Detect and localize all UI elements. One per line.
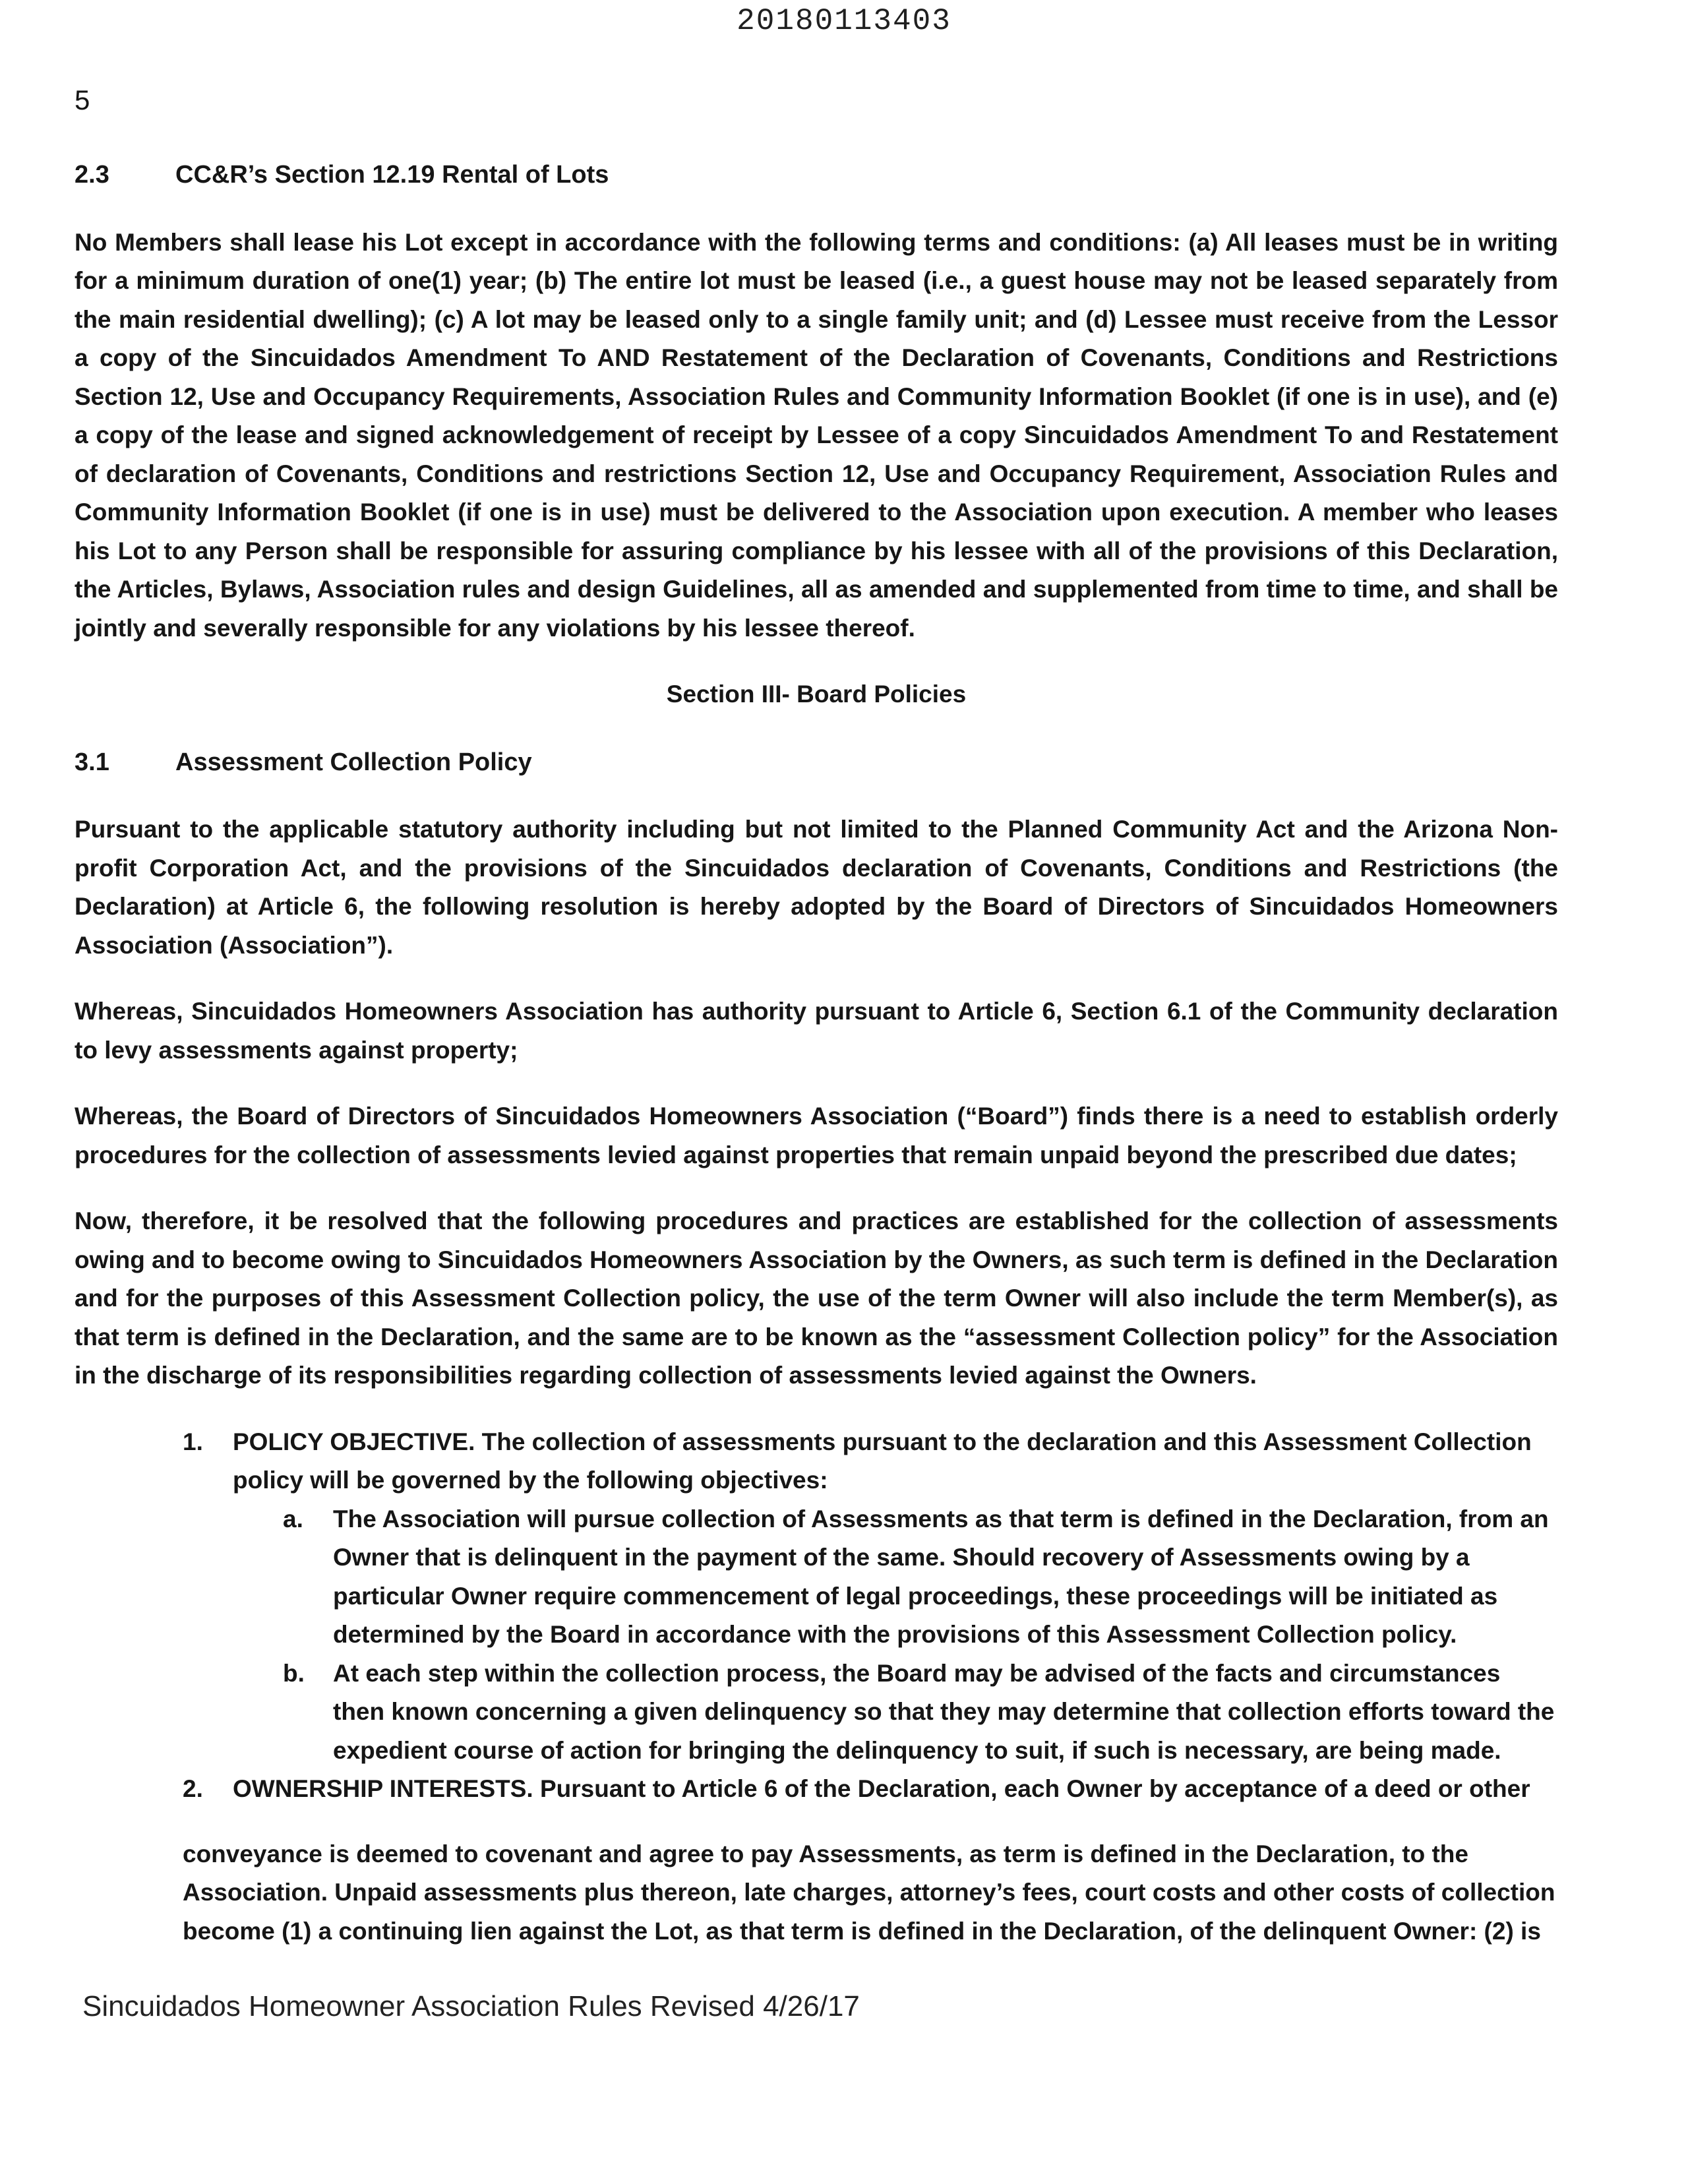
section-2-3-heading	[75, 156, 1558, 195]
policy-list	[183, 1423, 1558, 1809]
document-number: 20180113403	[737, 4, 951, 38]
ownership-continuation-paragraph: conveyance is deemed to covenant and agree to pay Assessments, as term is defined in the Declaration, to the Association. Unpaid assessments plus thereon, late charges, attorney’s fees, court costs and other costs of collection become (1) a continuing lien against the Lot, as that term is defined in the Declaration, of the delinquent Owner: (2) is	[183, 1840, 1555, 1945]
section-3-1-heading	[75, 743, 1558, 782]
list-marker: 1.	[183, 1428, 203, 1455]
resolution-paragraph: Pursuant to the applicable statutory authority including but not limited to the Planned Community Act and the Arizona Non-profit Corporation Act, and the provisions of the Sincuidados declaration of Covenants, Conditions and Restrictions (the Declaration) at Article 6, the following resolution is hereby adopted by the Board of Directors of Sincuidados Homeowners Association (Association”).	[75, 816, 1558, 959]
section-number: 3.1	[75, 748, 109, 776]
objective-b-text: At each step within the collection process, the Board may be advised of the facts and circumstances then known concerning a given delinquency so that they may determine that collection efforts toward the expedient course of action for bringing the delinquency to suit, if such is necessary, are being made.	[333, 1659, 1555, 1764]
section-title: CC&R’s Section 12.19 Rental of Lots	[175, 161, 609, 189]
list-item	[283, 1654, 1558, 1771]
list-marker: 2.	[183, 1775, 203, 1802]
list-marker: b.	[283, 1659, 305, 1687]
section-title: Assessment Collection Policy	[175, 748, 532, 776]
section-iii-title: Section III- Board Policies	[666, 681, 967, 708]
list-item	[183, 1770, 1558, 1809]
whereas-authority-paragraph: Whereas, Sincuidados Homeowners Association has authority pursuant to Article 6, Section 6.1 of the Community declaration to levy assessments against property;	[75, 998, 1558, 1064]
now-therefore-paragraph: Now, therefore, it be resolved that the following procedures and practices are established for the collection of assessments owing and to become owing to Sincuidados Homeowners Association by the Owners, as such term is defined in the Declaration and for the purposes of this Assessment Collection policy, the use of the term Owner will also include the term Member(s), as that term is defined in the Declaration, and the same are to be known as the “assessment Collection policy” for the Association in the discharge of its responsibilities regarding collection of assessments levied against the Owners.	[75, 1207, 1558, 1389]
whereas-board-paragraph: Whereas, the Board of Directors of Sincuidados Homeowners Association (“Board”) finds there is a need to establish orderly procedures for the collection of assessments levied against properties that remain unpaid beyond the prescribed due dates;	[75, 1103, 1558, 1168]
policy-objective-text: POLICY OBJECTIVE. The collection of assessments pursuant to the declaration and this Assessment Collection policy will be governed by the following objectives:	[233, 1428, 1532, 1494]
page-number: 5	[75, 84, 90, 115]
list-marker: a.	[283, 1505, 303, 1532]
objective-a-text: The Association will pursue collection of Assessments as that term is defined in the Declaration, from an Owner that is delinquent in the payment of the same. Should recovery of Assessments owing by a particular Owner require commencement of legal proceedings, these proceedings will be initiated as determined by the Board in accordance with the provisions of this Assessment Collection policy.	[333, 1505, 1549, 1648]
list-item	[283, 1500, 1558, 1654]
section-number: 2.3	[75, 161, 109, 189]
objective-sublist	[283, 1500, 1558, 1771]
ownership-interests-text: OWNERSHIP INTERESTS. Pursuant to Article 6 of the Declaration, each Owner by acceptance of a deed or other	[233, 1775, 1530, 1802]
page-footer: Sincuidados Homeowner Association Rules Revised 4/26/17	[82, 1990, 860, 2022]
section-2-3-paragraph: No Members shall lease his Lot except in accordance with the following terms and conditions: (a) All leases must be in writing for a minimum duration of one(1) year; (b) The entire lot must be leased (i.e., a guest house may not be leased separately from the main residential dwelling); (c) A lot may be leased only to a single family unit; and (d) Lessee must receive from the Lessor a copy of the Sincuidados Amendment To AND Restatement of the Declaration of Covenants, Conditions and Restrictions Section 12, Use and Occupancy Requirements, Association Rules and Community Information Booklet (if one is in use), and (e) a copy of the lease and signed acknowledgement of receipt by Lessee of a copy Sincuidados Amendment To and Restatement of declaration of Covenants, Conditions and restrictions Section 12, Use and Occupancy Requirement, Association Rules and Community Information Booklet (if one is in use) must be delivered to the Association upon execution. A member who leases his Lot to any Person shall be responsible for assuring compliance by his lessee with all of the provisions of this Declaration, the Articles, Bylaws, Association rules and design Guidelines, all as amended and supplemented from time to time, and shall be jointly and severally responsible for any violations by his lessee thereof.	[75, 228, 1558, 642]
list-item	[183, 1423, 1558, 1771]
document-body	[75, 156, 1558, 1951]
